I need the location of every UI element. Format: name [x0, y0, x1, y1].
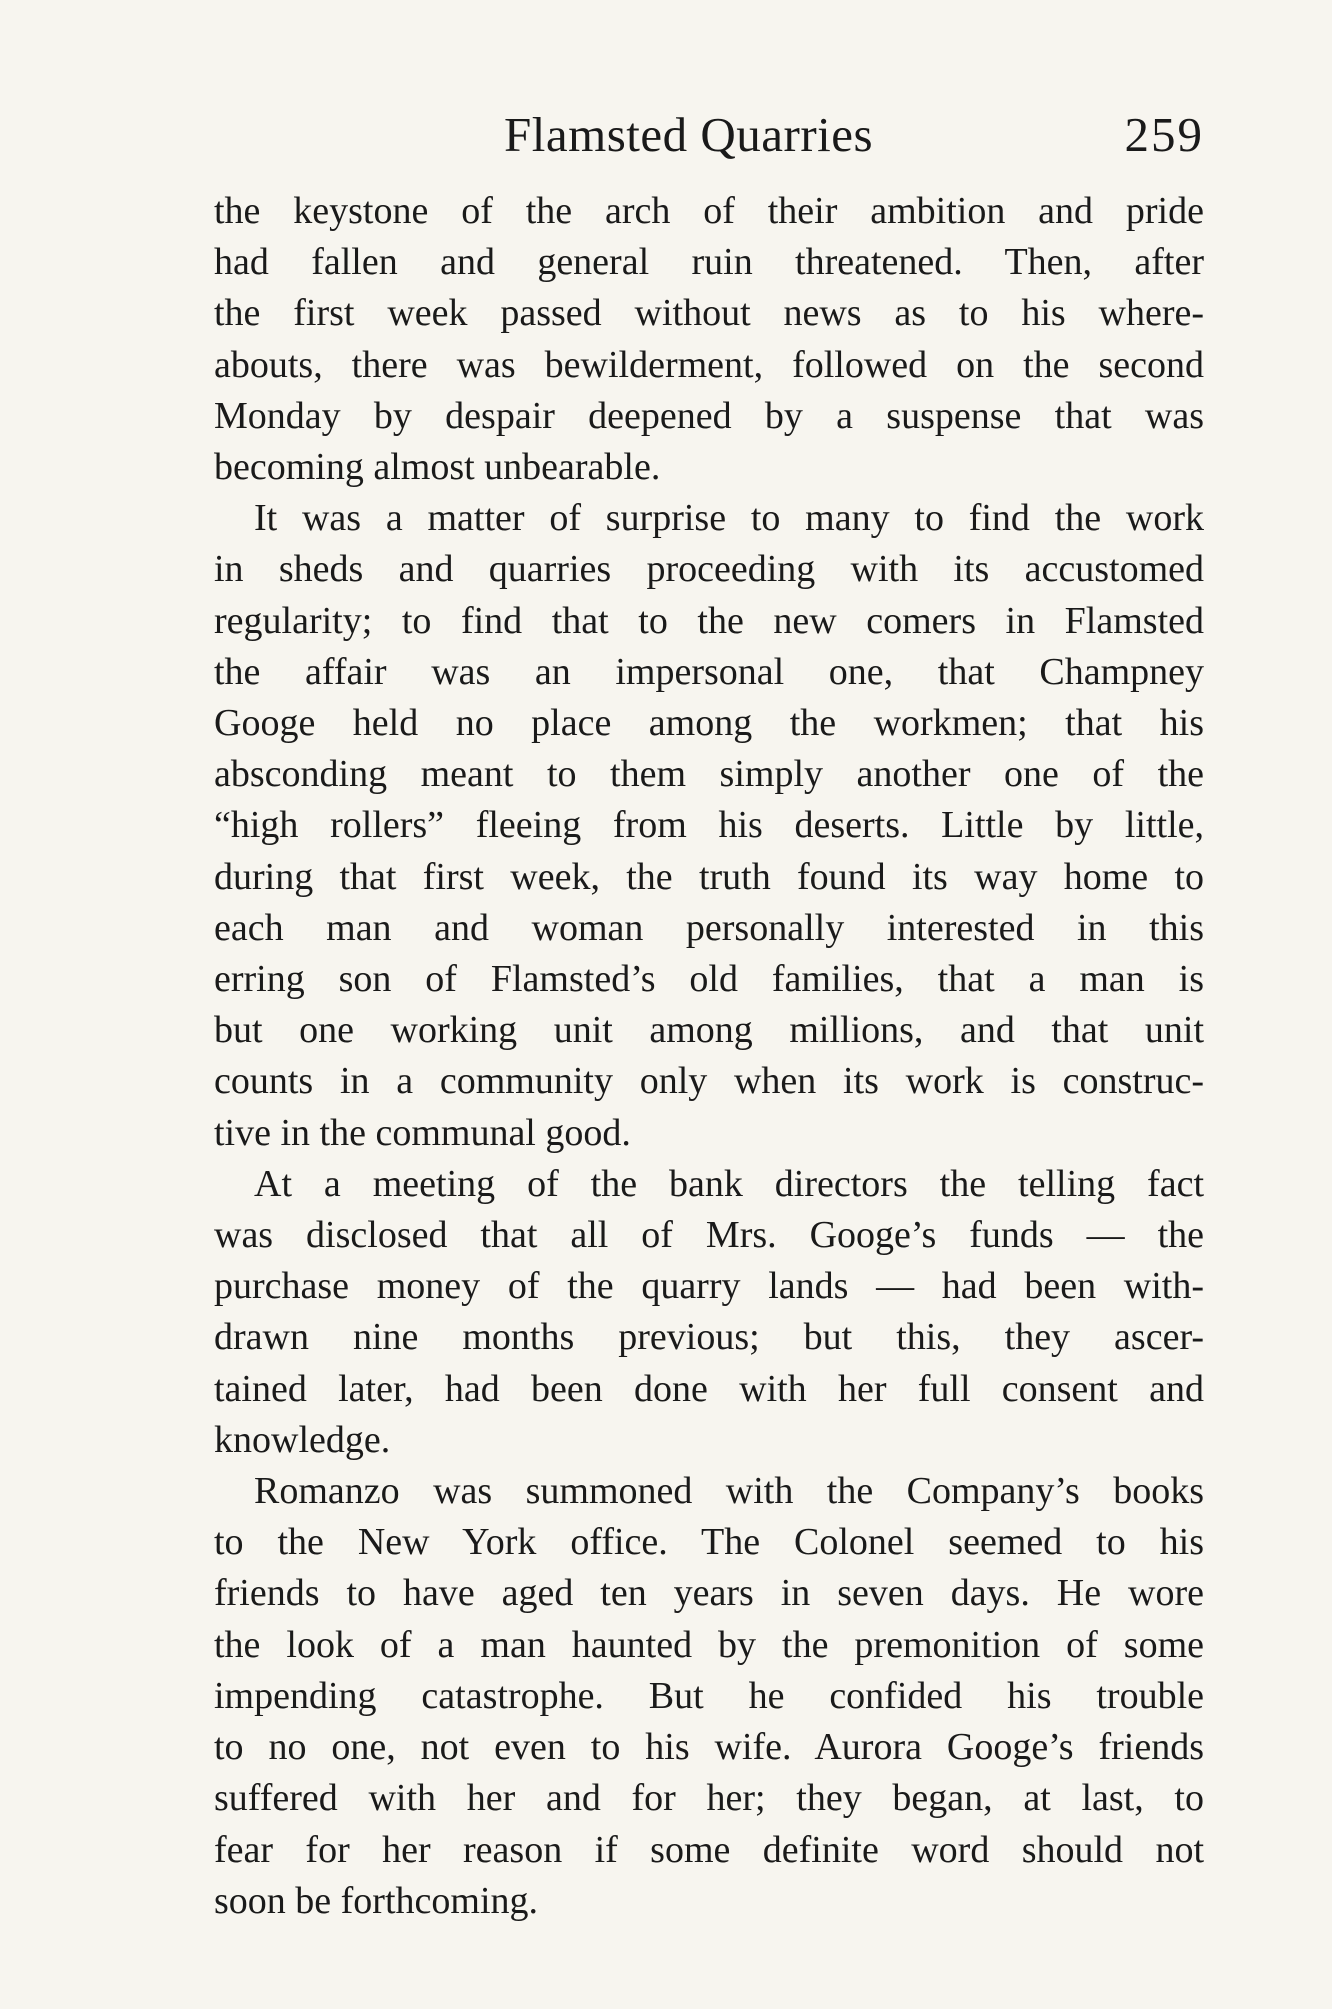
text-line: It was a matter of surprise to many to find the work	[254, 497, 1204, 540]
text-line: the affair was an impersonal one, that Champney	[214, 650, 1204, 693]
text-line: soon be forthcoming.	[214, 1879, 539, 1922]
text-line: suffered with her and for her; they began, at last, to	[214, 1777, 1204, 1820]
paragraph-4	[214, 1466, 1204, 1927]
page-number: 259	[1124, 107, 1204, 162]
text-line: during that first week, the truth found its way home to	[214, 855, 1204, 898]
text-line: the look of a man haunted by the premonition of some	[214, 1623, 1204, 1666]
text-line: in sheds and quarries proceeding with its accustomed	[214, 548, 1204, 591]
text-line: fear for her reason if some definite word should not	[214, 1828, 1204, 1871]
text-line: was disclosed that all of Mrs. Googe’s funds — the	[214, 1214, 1204, 1257]
text-line: erring son of Flamsted’s old families, that a man is	[214, 958, 1204, 1001]
text-line: absconding meant to them simply another one of the	[214, 753, 1204, 796]
text-line: impending catastrophe. But he confided his trouble	[214, 1674, 1204, 1717]
text-line: counts in a community only when its work is construc-	[214, 1060, 1204, 1103]
text-line: Monday by despair deepened by a suspense that was	[214, 394, 1204, 437]
text-line: Romanzo was summoned with the Company’s books	[254, 1470, 1204, 1513]
text-line: each man and woman personally interested in this	[214, 906, 1204, 949]
text-line: drawn nine months previous; but this, they ascer-	[214, 1316, 1204, 1359]
running-title: Flamsted Quarries	[504, 107, 874, 162]
text-line: the keystone of the arch of their ambition and pride	[214, 190, 1204, 232]
text-line: but one working unit among millions, and that unit	[214, 1009, 1204, 1052]
text-line: Googe held no place among the workmen; that his	[214, 702, 1204, 745]
text-line: “high rollers” fleeing from his deserts. Little by little,	[214, 804, 1204, 847]
text-line: the first week passed without news as to his where-	[214, 292, 1204, 335]
text-line: abouts, there was bewilderment, followed on the second	[214, 343, 1204, 386]
text-line: friends to have aged ten years in seven days. He wore	[214, 1572, 1204, 1615]
text-line: tive in the communal good.	[214, 1111, 631, 1154]
body-text	[214, 186, 1204, 1927]
text-line: to the New York office. The Colonel seemed to his	[214, 1521, 1204, 1564]
text-line: knowledge.	[214, 1418, 391, 1461]
text-line: becoming almost unbearable.	[214, 446, 661, 489]
paragraph-1	[214, 186, 1204, 493]
text-line: regularity; to find that to the new comers in Flamsted	[214, 599, 1204, 642]
text-line: had fallen and general ruin threatened. Then, after	[214, 241, 1204, 284]
paragraph-3	[214, 1159, 1204, 1466]
text-line: purchase money of the quarry lands — had been with-	[214, 1265, 1204, 1308]
text-line: to no one, not even to his wife. Aurora Googe’s friends	[214, 1726, 1204, 1769]
paragraph-2	[214, 493, 1204, 1159]
running-head	[214, 100, 1204, 170]
text-line: tained later, had been done with her full consent and	[214, 1367, 1204, 1410]
text-line: At a meeting of the bank directors the telling fact	[254, 1162, 1204, 1205]
